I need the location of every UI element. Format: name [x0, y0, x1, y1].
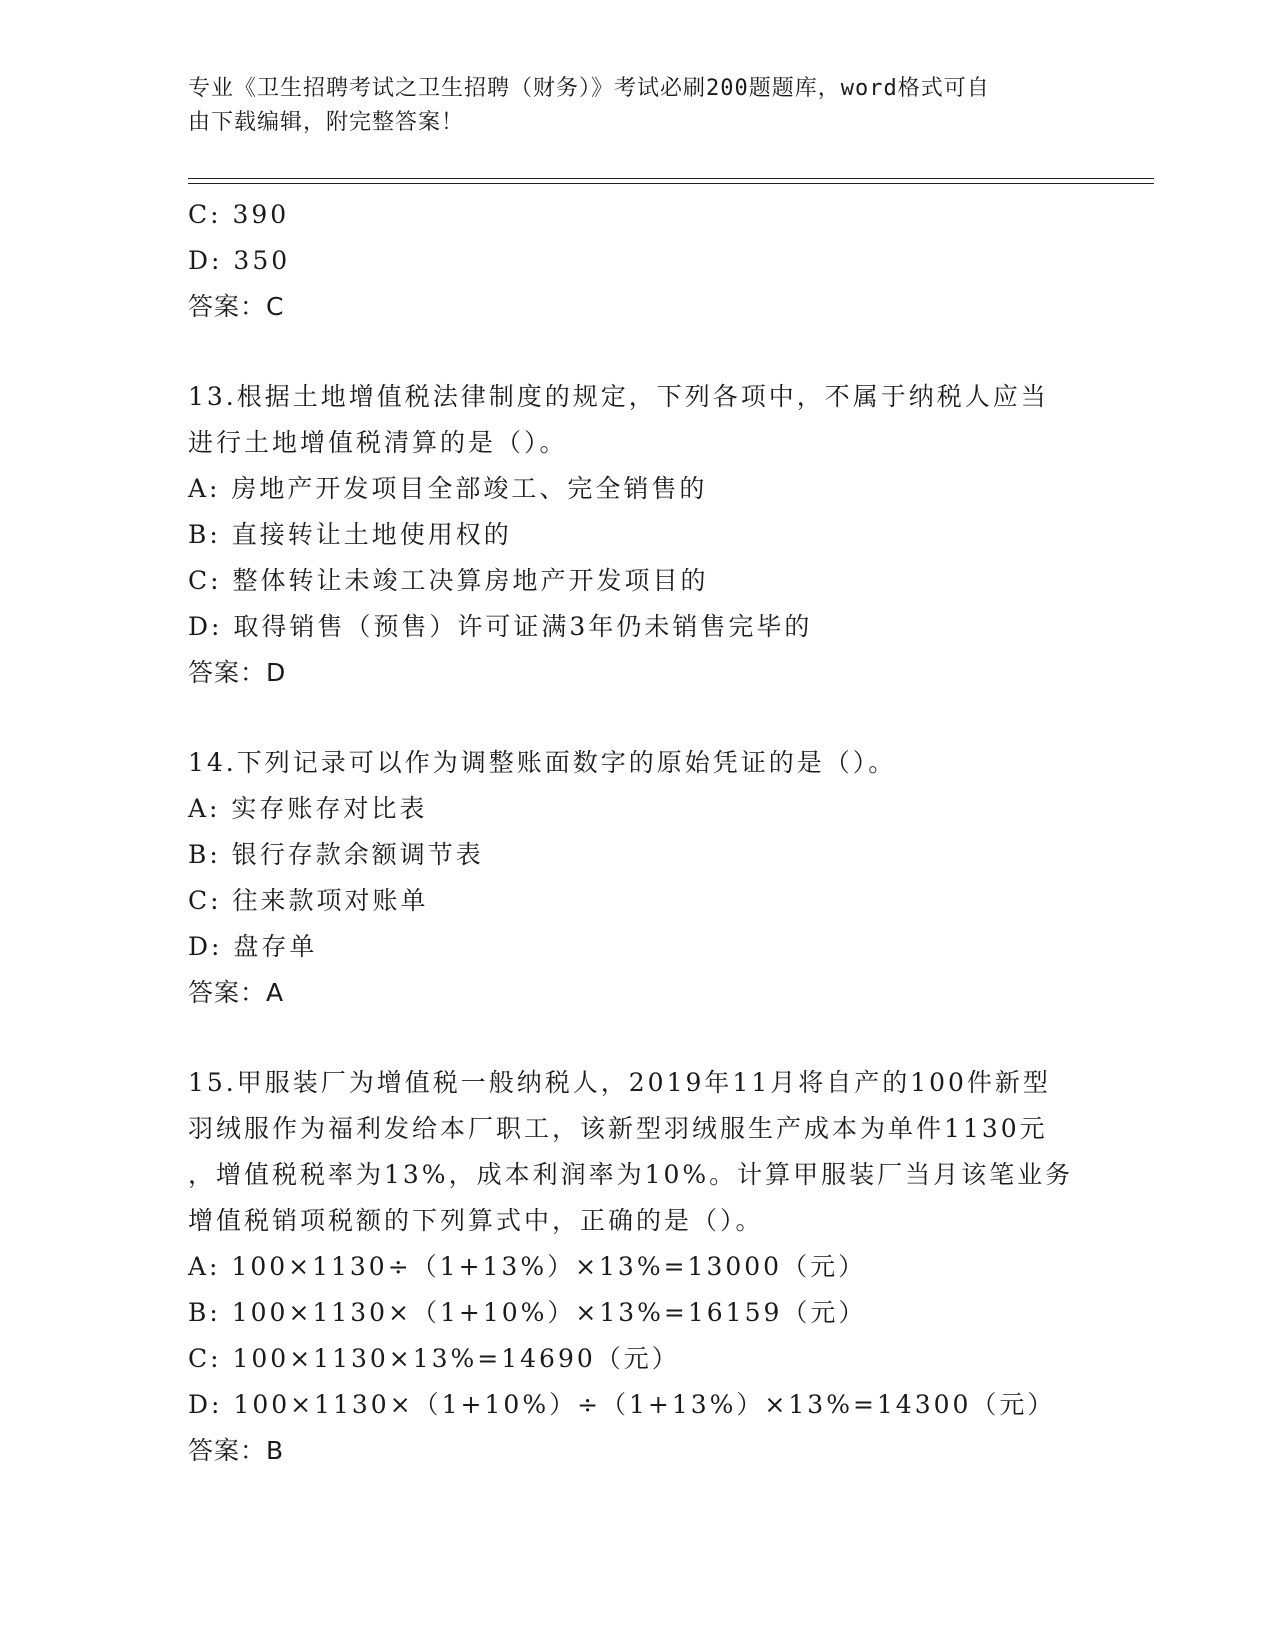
- header-line-1: 专业《卫生招聘考试之卫生招聘（财务）》考试必刷200题题库，word格式可自: [188, 76, 990, 101]
- question-text-line: 进行土地增值税清算的是（）。: [188, 428, 568, 457]
- question-13: [188, 374, 1088, 696]
- header-line-2: 由下载编辑，附完整答案！: [188, 110, 465, 135]
- answer-label: 答案：B: [188, 1436, 285, 1465]
- option-c: C: 整体转让未竣工决算房地产开发项目的: [188, 566, 709, 595]
- option-b: B: 100×1130×（1+10%）×13%=16159（元）: [188, 1298, 867, 1327]
- header-divider-bottom: [188, 183, 1154, 184]
- option-b: B: 银行存款余额调节表: [188, 840, 484, 869]
- question-list: [188, 192, 1088, 1474]
- option-b: B: 直接转让土地使用权的: [188, 520, 512, 549]
- question-15: [188, 1060, 1088, 1474]
- header-divider-top: [188, 178, 1154, 179]
- answer-label: 答案：C: [188, 292, 285, 321]
- option-c: C: 100×1130×13%=14690（元）: [188, 1344, 680, 1373]
- option-c: C: 往来款项对账单: [188, 886, 429, 915]
- option-a: A: 100×1130÷（1+13%）×13%=13000（元）: [188, 1252, 867, 1281]
- question-text-line: 增值税销项税额的下列算式中，正确的是（）。: [188, 1206, 764, 1235]
- question-text-line: 13.根据土地增值税法律制度的规定，下列各项中，不属于纳税人应当: [188, 382, 1049, 411]
- answer-label: 答案：D: [188, 658, 287, 687]
- question-text-line: ，增值税税率为13%，成本利润率为10%。计算甲服装厂当月该笔业务: [188, 1160, 1074, 1189]
- document-header: [188, 72, 1068, 140]
- question-14: [188, 740, 1088, 1016]
- option-d: D: 盘存单: [188, 932, 318, 961]
- option-d: D: 100×1130×（1+10%）÷（1+13%）×13%=14300（元）: [188, 1390, 1056, 1419]
- option-d: D: 取得销售（预售）许可证满3年仍未销售完毕的: [188, 612, 813, 641]
- option-d: D: 350: [188, 246, 291, 275]
- question-text-line: 羽绒服作为福利发给本厂职工，该新型羽绒服生产成本为单件1130元: [188, 1114, 1048, 1143]
- answer-label: 答案：A: [188, 978, 285, 1007]
- question-text-line: 14.下列记录可以作为调整账面数字的原始凭证的是（）。: [188, 748, 897, 777]
- option-c: C: 390: [188, 200, 290, 229]
- option-a: A: 实存账存对比表: [188, 794, 428, 823]
- option-a: A: 房地产开发项目全部竣工、完全销售的: [188, 474, 708, 503]
- question-12-continued: [188, 192, 1088, 330]
- question-text-line: 15.甲服装厂为增值税一般纳税人，2019年11月将自产的100件新型: [188, 1068, 1051, 1097]
